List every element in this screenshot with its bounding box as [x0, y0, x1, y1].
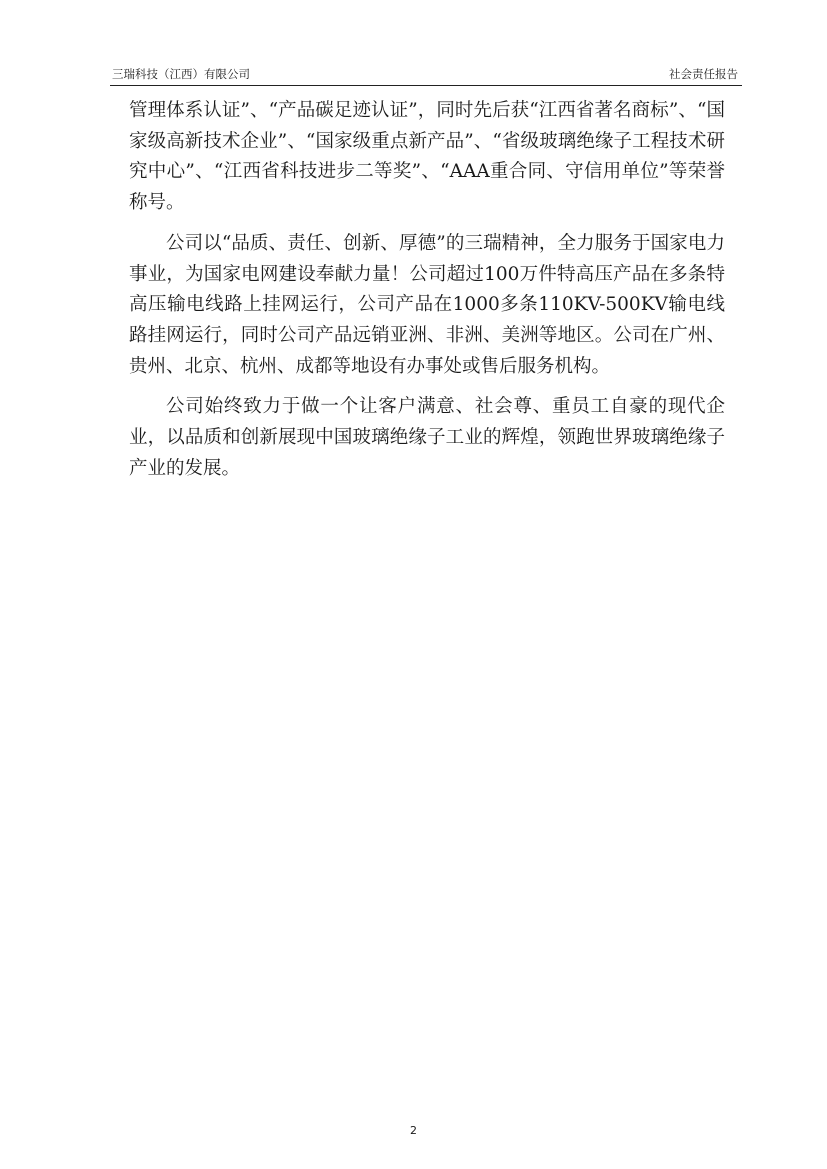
- paragraph-certifications: 管理体系认证”、“产品碳足迹认证”，同时先后获“江西省著名商标”、“国家级高新技术企业”、“国家级重点新产品”、“省级玻璃绝缘子工程技术研究中心”、“江西省科技进步二等奖”、“AAA重合同、守信用单位”等荣誉称号。: [129, 100, 725, 214]
- paragraph-company-spirit: 公司以“品质、责任、创新、厚德”的三瑞精神，全力服务于国家电力事业，为国家电网建设奉献力量！公司超过100万件特高压产品在多条特高压输电线路上挂网运行，公司产品在1000多条110KV-500KV输电线路挂网运行，同时公司产品远销亚洲、非洲、美洲等地区。公司在广州、贵州、北京、杭州、成都等地设有办事处或售后服务机构。: [129, 232, 725, 377]
- paragraph-company-mission: 公司始终致力于做一个让客户满意、社会尊、重员工自豪的现代企业，以品质和创新展现中国玻璃绝缘子工业的辉煌，领跑世界玻璃绝缘子产业的发展。: [129, 396, 725, 479]
- page-number: 2: [410, 1124, 417, 1137]
- header-report-title: 社会责任报告: [669, 67, 738, 81]
- page-body: [129, 96, 725, 484]
- header-company-name: 三瑞科技（江西）有限公司: [112, 67, 250, 81]
- page-header: [110, 62, 742, 86]
